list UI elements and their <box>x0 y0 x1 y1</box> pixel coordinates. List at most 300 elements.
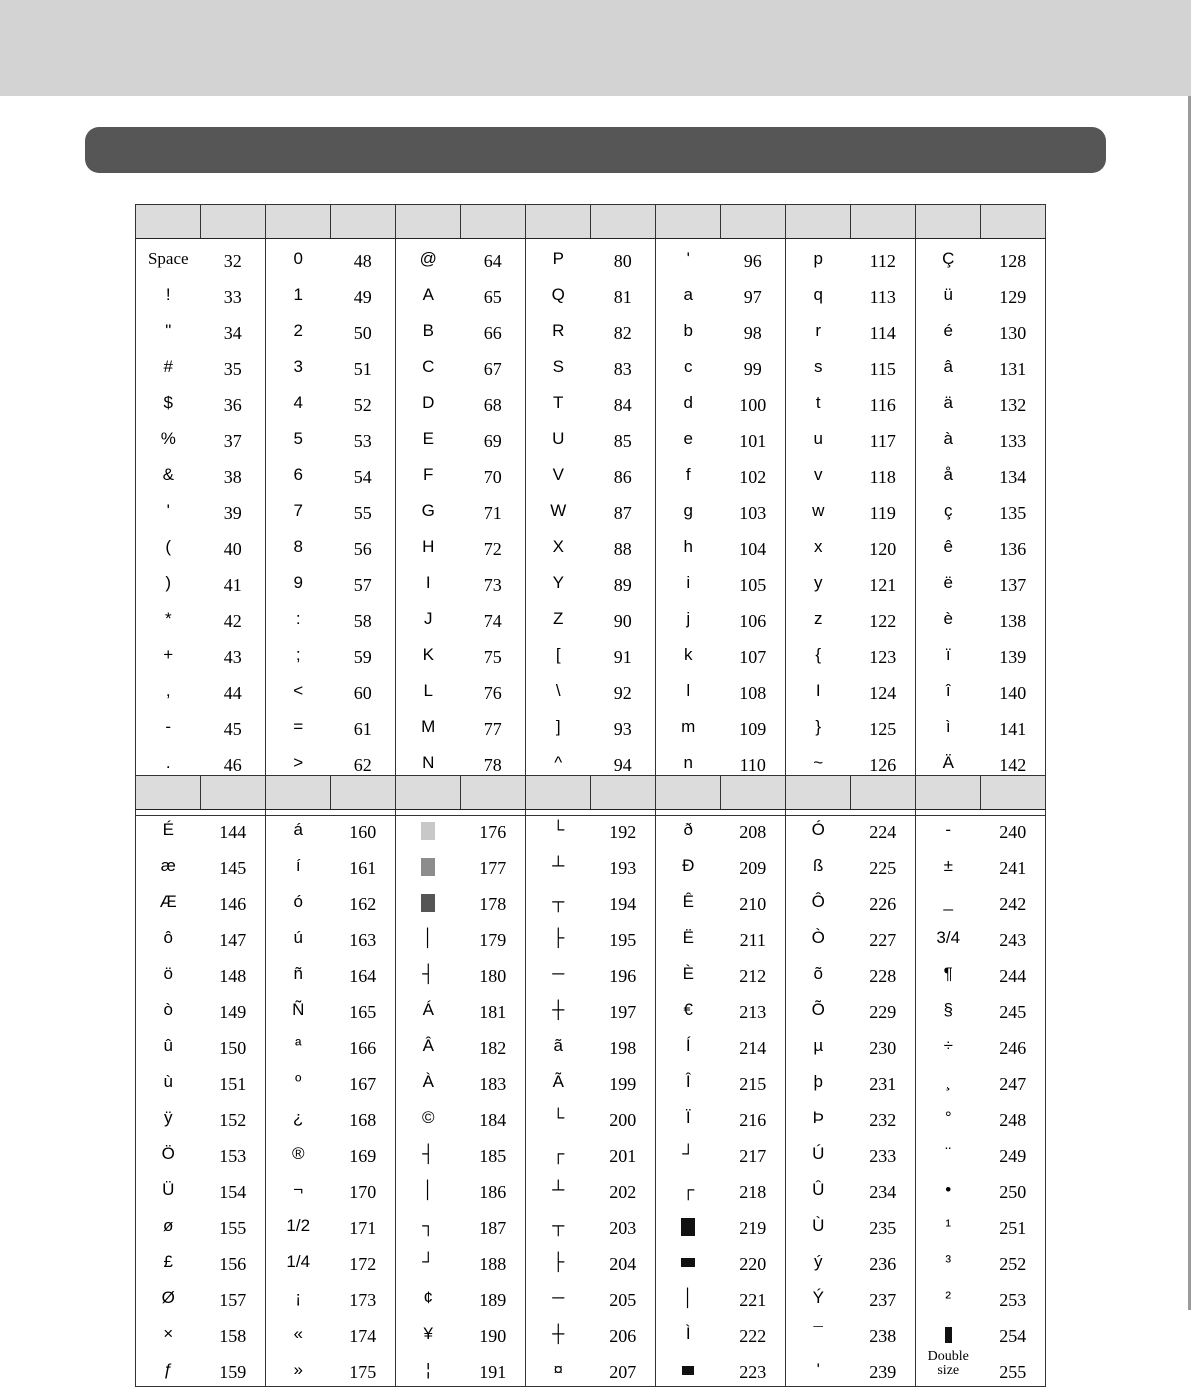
code-cell: 105 <box>721 563 786 599</box>
code-cell: 202 <box>591 1170 656 1206</box>
char-glyph: _ <box>943 892 953 911</box>
code-cell: 56 <box>331 527 396 563</box>
char-glyph: ì <box>945 717 951 736</box>
char-glyph: 3/4 <box>936 928 961 947</box>
table-row <box>136 239 1046 276</box>
char-cell <box>396 918 461 954</box>
code-cell: 157 <box>201 1278 266 1314</box>
char-glyph: c <box>684 357 693 376</box>
code-cell: 191 <box>461 1350 526 1387</box>
char-cell <box>266 527 331 563</box>
char-cell <box>526 311 591 347</box>
char-cell <box>786 918 851 954</box>
char-cell <box>396 1062 461 1098</box>
char-glyph: É <box>162 820 174 839</box>
code-cell: 150 <box>201 1026 266 1062</box>
code-cell: 215 <box>721 1062 786 1098</box>
char-cell <box>266 1026 331 1062</box>
char-glyph: n <box>683 753 693 772</box>
code-cell: 50 <box>331 311 396 347</box>
char-glyph: z <box>814 609 823 628</box>
code-cell: 222 <box>721 1314 786 1350</box>
medium-shade-block-icon <box>421 858 435 876</box>
code-cell: 99 <box>721 347 786 383</box>
char-cell <box>656 1098 721 1134</box>
char-glyph: k <box>684 645 693 664</box>
code-cell: 186 <box>461 1170 526 1206</box>
char-glyph: u <box>813 429 823 448</box>
char-glyph: ° <box>944 1108 952 1127</box>
char-glyph: ¬ <box>293 1180 304 1199</box>
char-cell <box>396 383 461 419</box>
char-cell <box>786 563 851 599</box>
char-cell <box>526 383 591 419</box>
table-row <box>136 882 1046 918</box>
char-glyph: Ø <box>161 1288 175 1307</box>
table-row <box>136 419 1046 455</box>
code-cell: 177 <box>461 846 526 882</box>
table-row <box>136 990 1046 1026</box>
top-gray-band <box>0 0 1191 96</box>
code-cell: 137 <box>981 563 1046 599</box>
char-glyph: Ò <box>811 928 825 947</box>
char-cell <box>136 599 201 635</box>
char-cell <box>266 671 331 707</box>
code-cell: 213 <box>721 990 786 1026</box>
code-cell: 166 <box>331 1026 396 1062</box>
char-cell <box>656 239 721 276</box>
code-cell: 68 <box>461 383 526 419</box>
char-cell <box>526 1134 591 1170</box>
char-glyph: « <box>293 1324 303 1343</box>
code-cell: 244 <box>981 954 1046 990</box>
code-cell: 122 <box>851 599 916 635</box>
char-cell <box>396 1242 461 1278</box>
code-cell: 66 <box>461 311 526 347</box>
char-glyph: û <box>163 1036 173 1055</box>
code-cell: 181 <box>461 990 526 1026</box>
code-cell: 204 <box>591 1242 656 1278</box>
char-cell <box>916 1026 981 1062</box>
code-cell: 133 <box>981 419 1046 455</box>
char-cell <box>786 383 851 419</box>
char-cell <box>526 743 591 779</box>
code-cell: 199 <box>591 1062 656 1098</box>
char-cell <box>136 383 201 419</box>
code-cell: 41 <box>201 563 266 599</box>
char-glyph: G <box>421 501 435 520</box>
code-cell: 236 <box>851 1242 916 1278</box>
char-cell <box>916 671 981 707</box>
char-cell <box>396 563 461 599</box>
code-cell: 182 <box>461 1026 526 1062</box>
char-cell <box>396 455 461 491</box>
char-glyph: y <box>814 573 823 592</box>
code-cell: 80 <box>591 239 656 276</box>
char-cell <box>526 1350 591 1387</box>
char-cell <box>656 1314 721 1350</box>
char-cell <box>136 1314 201 1350</box>
code-cell: 189 <box>461 1278 526 1314</box>
char-cell <box>136 311 201 347</box>
char-cell <box>786 1242 851 1278</box>
char-cell <box>266 707 331 743</box>
table-row <box>136 671 1046 707</box>
code-cell: 218 <box>721 1170 786 1206</box>
char-cell <box>266 954 331 990</box>
char-cell <box>266 275 331 311</box>
code-cell: 206 <box>591 1314 656 1350</box>
char-cell <box>526 455 591 491</box>
char-cell <box>526 1098 591 1134</box>
char-glyph: ü <box>943 285 953 304</box>
char-glyph: 3 <box>293 357 303 376</box>
code-cell: 172 <box>331 1242 396 1278</box>
char-glyph: ~ <box>813 753 824 772</box>
code-cell: 123 <box>851 635 916 671</box>
char-cell <box>916 1350 981 1387</box>
char-glyph: } <box>815 717 822 736</box>
char-glyph: │ <box>682 1288 694 1307</box>
char-glyph: └ <box>552 820 565 839</box>
char-cell <box>266 846 331 882</box>
char-glyph: í <box>295 856 301 875</box>
char-glyph: J <box>424 609 433 628</box>
char-glyph: Đ <box>682 856 695 875</box>
char-glyph: q <box>813 285 823 304</box>
table-row <box>136 1314 1046 1350</box>
code-cell: 180 <box>461 954 526 990</box>
table-row <box>136 599 1046 635</box>
code-cell: 149 <box>201 990 266 1026</box>
code-cell: 220 <box>721 1242 786 1278</box>
code-cell: 225 <box>851 846 916 882</box>
code-cell: 201 <box>591 1134 656 1170</box>
char-cell <box>136 275 201 311</box>
char-glyph: A <box>422 285 434 304</box>
char-glyph: Û <box>812 1180 825 1199</box>
table-row <box>136 954 1046 990</box>
char-glyph: ê <box>943 537 953 556</box>
char-glyph: P <box>552 249 564 268</box>
char-cell <box>916 527 981 563</box>
code-cell: 138 <box>981 599 1046 635</box>
char-glyph: ' <box>686 249 690 268</box>
char-glyph: e <box>683 429 693 448</box>
char-glyph: g <box>683 501 693 520</box>
code-cell: 57 <box>331 563 396 599</box>
char-cell <box>786 846 851 882</box>
code-cell: 211 <box>721 918 786 954</box>
char-glyph: ┴ <box>552 1180 565 1199</box>
char-glyph: ┴ <box>552 856 565 875</box>
char-cell <box>656 846 721 882</box>
code-cell: 70 <box>461 455 526 491</box>
code-cell: 235 <box>851 1206 916 1242</box>
char-cell <box>136 882 201 918</box>
char-glyph: b <box>683 321 693 340</box>
char-cell <box>526 1242 591 1278</box>
char-cell <box>136 563 201 599</box>
char-cell <box>916 347 981 383</box>
char-cell <box>656 419 721 455</box>
char-cell <box>136 527 201 563</box>
char-glyph: + <box>163 645 174 664</box>
char-cell <box>266 1350 331 1387</box>
code-cell: 228 <box>851 954 916 990</box>
char-glyph: ┬ <box>552 1216 565 1235</box>
char-cell <box>916 1206 981 1242</box>
char-cell <box>916 810 981 847</box>
table-row <box>136 635 1046 671</box>
char-glyph: ¢ <box>423 1288 433 1307</box>
char-glyph: Ì <box>685 1324 691 1343</box>
char-glyph: ® <box>291 1144 305 1163</box>
char-cell <box>526 275 591 311</box>
char-glyph: x <box>814 537 823 556</box>
char-cell <box>916 239 981 276</box>
char-cell <box>136 810 201 847</box>
char-cell <box>786 599 851 635</box>
char-cell <box>396 882 461 918</box>
char-glyph: Ï <box>685 1108 691 1127</box>
code-cell: 71 <box>461 491 526 527</box>
char-cell <box>526 882 591 918</box>
code-cell: 115 <box>851 347 916 383</box>
char-cell <box>266 239 331 276</box>
code-cell: 128 <box>981 239 1046 276</box>
char-glyph: ] <box>555 717 561 736</box>
table-row <box>136 563 1046 599</box>
char-glyph: H <box>422 537 435 556</box>
table-row <box>136 707 1046 743</box>
char-cell <box>396 1170 461 1206</box>
code-cell: 94 <box>591 743 656 779</box>
upper-half-block-icon <box>682 1366 694 1375</box>
code-cell: 140 <box>981 671 1046 707</box>
code-cell: 58 <box>331 599 396 635</box>
table-row <box>136 918 1046 954</box>
char-cell <box>786 707 851 743</box>
char-glyph: ¡ <box>295 1288 302 1307</box>
char-glyph: Â <box>422 1036 434 1055</box>
char-cell <box>396 275 461 311</box>
char-cell <box>136 1098 201 1134</box>
char-cell <box>656 1278 721 1314</box>
char-cell <box>916 1314 981 1350</box>
table-row <box>136 1206 1046 1242</box>
table-row <box>136 1098 1046 1134</box>
char-glyph: è <box>943 609 953 628</box>
code-cell: 205 <box>591 1278 656 1314</box>
char-glyph: # <box>163 357 173 376</box>
char-glyph: V <box>552 465 564 484</box>
table-row <box>136 1026 1046 1062</box>
char-cell <box>266 1098 331 1134</box>
code-cell: 169 <box>331 1134 396 1170</box>
code-cell: 124 <box>851 671 916 707</box>
code-cell: 117 <box>851 419 916 455</box>
code-cell: 89 <box>591 563 656 599</box>
code-cell: 36 <box>201 383 266 419</box>
char-cell <box>916 954 981 990</box>
char-glyph: ¹ <box>945 1216 952 1235</box>
code-cell: 55 <box>331 491 396 527</box>
char-glyph: ² <box>945 1288 952 1307</box>
code-cell: 253 <box>981 1278 1046 1314</box>
code-cell: 226 <box>851 882 916 918</box>
char-cell <box>786 635 851 671</box>
char-glyph: ß <box>813 856 824 875</box>
light-shade-block-icon <box>421 822 435 840</box>
code-cell: 116 <box>851 383 916 419</box>
char-cell <box>396 1134 461 1170</box>
char-cell <box>916 311 981 347</box>
char-cell <box>396 990 461 1026</box>
char-glyph: & <box>162 465 174 484</box>
code-cell: 230 <box>851 1026 916 1062</box>
char-glyph: Ö <box>161 1144 175 1163</box>
char-glyph: ┌ <box>682 1180 695 1199</box>
code-cell: 139 <box>981 635 1046 671</box>
char-cell <box>916 707 981 743</box>
char-glyph: ò <box>163 1000 173 1019</box>
code-cell: 148 <box>201 954 266 990</box>
char-cell <box>656 954 721 990</box>
char-cell <box>786 275 851 311</box>
char-cell <box>136 491 201 527</box>
char-glyph: á <box>293 820 303 839</box>
char-cell <box>916 563 981 599</box>
code-cell: 90 <box>591 599 656 635</box>
char-glyph: s <box>814 357 823 376</box>
char-glyph: ─ <box>552 964 565 983</box>
code-cell: 154 <box>201 1170 266 1206</box>
char-glyph: C <box>422 357 435 376</box>
char-cell <box>136 1278 201 1314</box>
char-cell <box>526 599 591 635</box>
char-glyph: Ô <box>811 892 825 911</box>
code-cell: 97 <box>721 275 786 311</box>
code-cell: 163 <box>331 918 396 954</box>
code-cell: 39 <box>201 491 266 527</box>
char-glyph: å <box>943 465 953 484</box>
char-cell <box>656 1062 721 1098</box>
char-glyph: ' <box>166 501 170 520</box>
char-cell <box>526 239 591 276</box>
code-cell: 53 <box>331 419 396 455</box>
char-glyph: [ <box>555 645 561 664</box>
code-cell: 246 <box>981 1026 1046 1062</box>
code-cell: 171 <box>331 1206 396 1242</box>
char-cell <box>526 846 591 882</box>
code-cell: 188 <box>461 1242 526 1278</box>
code-cell: 207 <box>591 1350 656 1387</box>
char-cell <box>786 491 851 527</box>
char-glyph: æ <box>160 856 176 875</box>
table-row <box>136 1062 1046 1098</box>
code-cell: 194 <box>591 882 656 918</box>
char-cell <box>266 599 331 635</box>
char-cell <box>266 311 331 347</box>
char-glyph: ñ <box>293 964 303 983</box>
char-glyph: I <box>425 573 431 592</box>
char-glyph: ┐ <box>422 1216 435 1235</box>
code-cell: 161 <box>331 846 396 882</box>
char-glyph: ð <box>683 820 693 839</box>
code-cell: 164 <box>331 954 396 990</box>
char-cell <box>136 1134 201 1170</box>
char-cell <box>266 1206 331 1242</box>
table-row <box>136 1242 1046 1278</box>
code-cell: 42 <box>201 599 266 635</box>
code-cell: 102 <box>721 455 786 491</box>
code-cell: 190 <box>461 1314 526 1350</box>
char-glyph: K <box>422 645 434 664</box>
char-cell <box>656 635 721 671</box>
char-cell <box>136 1350 201 1387</box>
code-cell: 107 <box>721 635 786 671</box>
section-title-bar <box>85 127 1106 173</box>
code-cell: 112 <box>851 239 916 276</box>
char-glyph: F <box>423 465 434 484</box>
char-glyph: ä <box>943 393 953 412</box>
code-cell: 247 <box>981 1062 1046 1098</box>
char-cell <box>526 419 591 455</box>
char-glyph: ├ <box>552 928 565 947</box>
char-cell <box>656 882 721 918</box>
char-glyph: ( <box>165 537 172 556</box>
char-cell <box>526 527 591 563</box>
char-glyph: Í <box>685 1036 691 1055</box>
char-glyph: 4 <box>293 393 303 412</box>
code-cell: 142 <box>981 743 1046 779</box>
char-glyph: ¨ <box>945 1144 952 1163</box>
char-glyph: r <box>815 321 822 340</box>
char-cell <box>656 491 721 527</box>
code-cell: 64 <box>461 239 526 276</box>
code-cell: 48 <box>331 239 396 276</box>
char-glyph: À <box>422 1072 434 1091</box>
char-glyph: " <box>165 321 172 340</box>
code-cell: 248 <box>981 1098 1046 1134</box>
char-cell <box>136 1062 201 1098</box>
char-glyph: S <box>552 357 564 376</box>
code-cell: 145 <box>201 846 266 882</box>
char-cell <box>786 1314 851 1350</box>
code-cell: 238 <box>851 1314 916 1350</box>
char-cell <box>526 491 591 527</box>
char-cell <box>656 527 721 563</box>
char-glyph: : <box>295 609 301 628</box>
char-glyph: X <box>552 537 564 556</box>
char-cell <box>266 882 331 918</box>
char-glyph: ô <box>163 928 173 947</box>
code-cell: 98 <box>721 311 786 347</box>
char-glyph: w <box>812 501 825 520</box>
char-cell <box>916 743 981 779</box>
code-cell: 237 <box>851 1278 916 1314</box>
char-cell <box>266 1170 331 1206</box>
char-cell <box>526 1278 591 1314</box>
code-cell: 147 <box>201 918 266 954</box>
char-cell <box>786 743 851 779</box>
lower-half-block-icon <box>681 1258 695 1267</box>
char-glyph: é <box>943 321 953 340</box>
char-glyph: Ü <box>162 1180 175 1199</box>
char-cell <box>396 954 461 990</box>
char-cell <box>266 1314 331 1350</box>
